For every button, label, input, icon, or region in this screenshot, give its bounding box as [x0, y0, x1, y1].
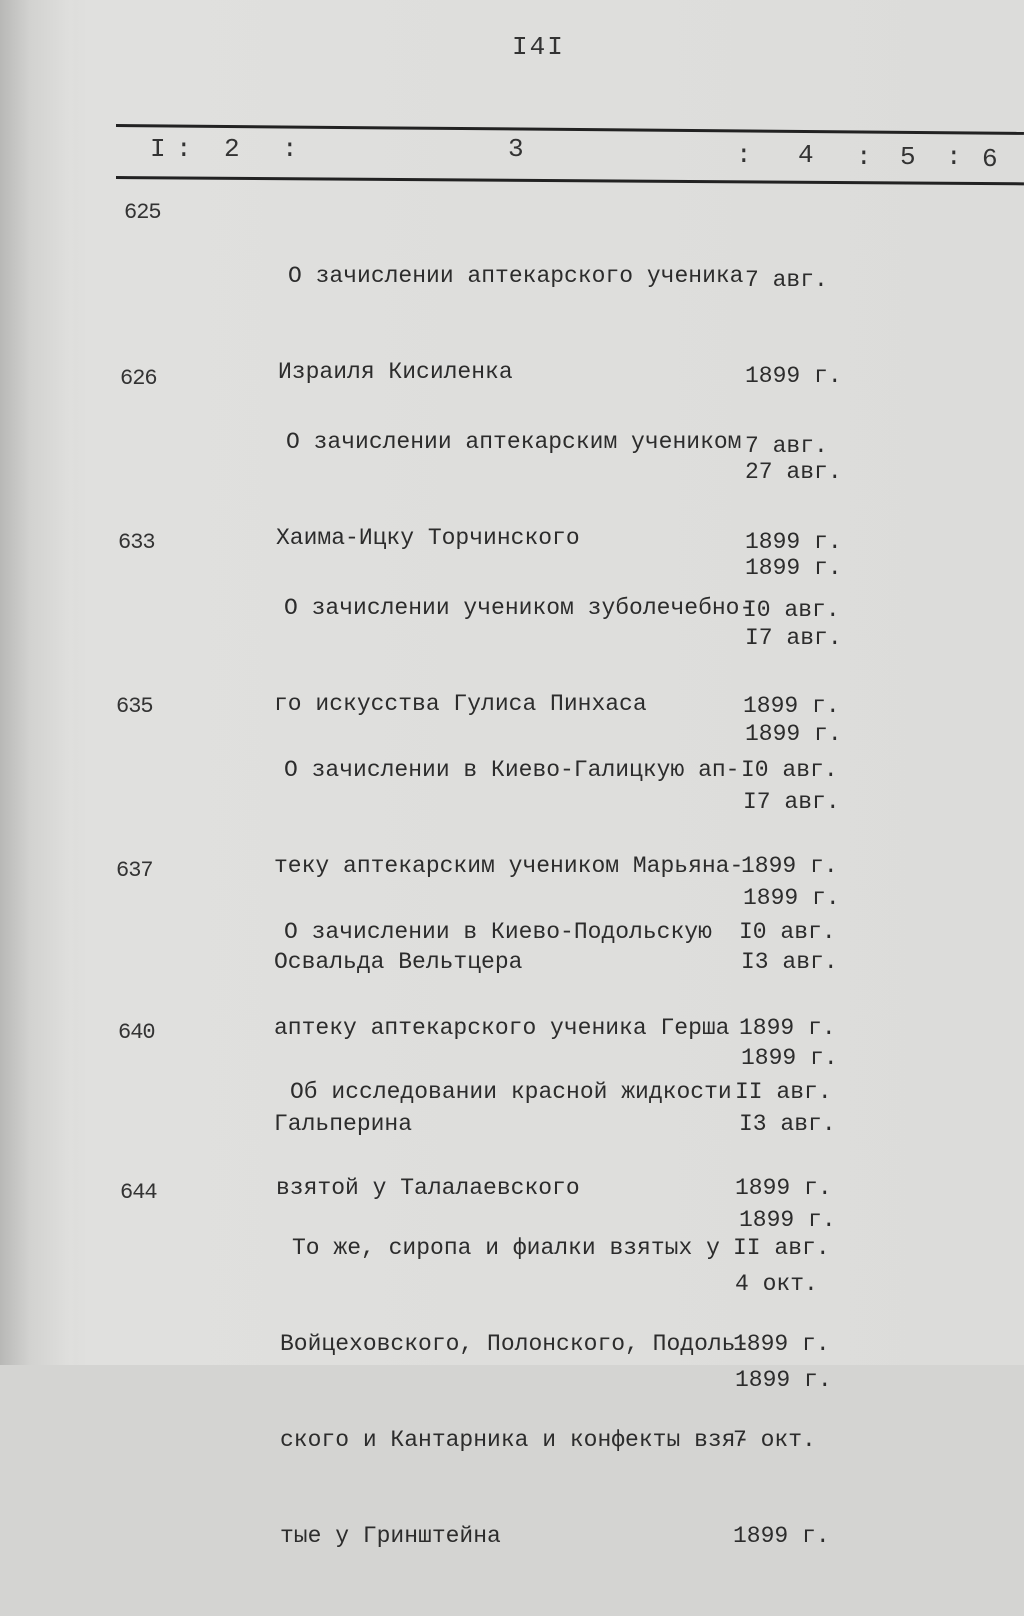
entry-title: О зачислении аптекарским учеником Хаима-Ицку Торчинского	[276, 429, 742, 551]
entry-title: Об исследовании красной жидкости взятой у Талалаевского	[276, 1079, 732, 1201]
entry-title: То же, сиропа и фиалки взятых у Войцеховского, Полонского, Подоль- ского и Кантарника и конфекты взя- тые у Гринштейна	[280, 1235, 750, 1549]
entry-title: О зачислении аптекарского ученика Израиля Кисиленка	[278, 263, 744, 385]
entry-number: 626	[120, 366, 157, 391]
table-header-top-rule	[116, 124, 1024, 135]
entry-dates: 7 авг. 1899 г. 27 авг. 1899 г.	[745, 267, 842, 581]
entry-dates: I0 авг. 1899 г. I3 авг. 1899 г.	[741, 757, 838, 1071]
page-number: I4I	[512, 32, 565, 62]
header-sep-3: :	[736, 140, 752, 170]
entry-dates: II авг. 1899 г. 4 окт. 1899 г.	[735, 1079, 832, 1393]
entry-dates: 7 авг. 1899 г. I7 авг. 1899 г.	[745, 433, 842, 747]
entry-dates: I0 авг. 1899 г. I3 авг. 1899 г.	[739, 919, 836, 1233]
entry-number: 637	[116, 858, 153, 883]
page-binding-shadow	[0, 0, 80, 1365]
header-col-2: 2	[224, 134, 240, 164]
entry-number: 640	[118, 1020, 155, 1045]
header-col-5: 5	[900, 142, 916, 172]
header-col-1: I	[150, 134, 166, 164]
entry-number: 644	[120, 1180, 157, 1205]
header-col-4: 4	[798, 140, 814, 170]
entry-number: 625	[124, 200, 161, 225]
header-col-3: 3	[508, 134, 524, 164]
header-sep-5: :	[946, 142, 962, 172]
entry-dates: II авг. 1899 г. 7 окт. 1899 г.	[733, 1235, 830, 1549]
entry-number: 635	[116, 694, 153, 719]
entry-title: О зачислении в Киево-Подольскую аптеку аптекарского ученика Герша Гальперина	[274, 919, 730, 1137]
table-header-bottom-rule	[116, 176, 1024, 185]
header-sep-4: :	[856, 142, 872, 172]
entry-number: 633	[118, 530, 155, 555]
entry-title: О зачислении учеником зуболечебно- го искусства Гулиса Пинхаса	[274, 595, 754, 717]
header-sep-2: :	[282, 134, 298, 164]
entry-title: О зачислении в Киево-Галицкую ап- теку аптекарским учеником Марьяна- Освальда Вельтцера	[274, 757, 744, 975]
header-sep-1: :	[176, 134, 192, 164]
header-col-6: 6	[982, 144, 998, 174]
entry-dates: I0 авг. 1899 г. I7 авг. 1899 г.	[743, 597, 840, 911]
